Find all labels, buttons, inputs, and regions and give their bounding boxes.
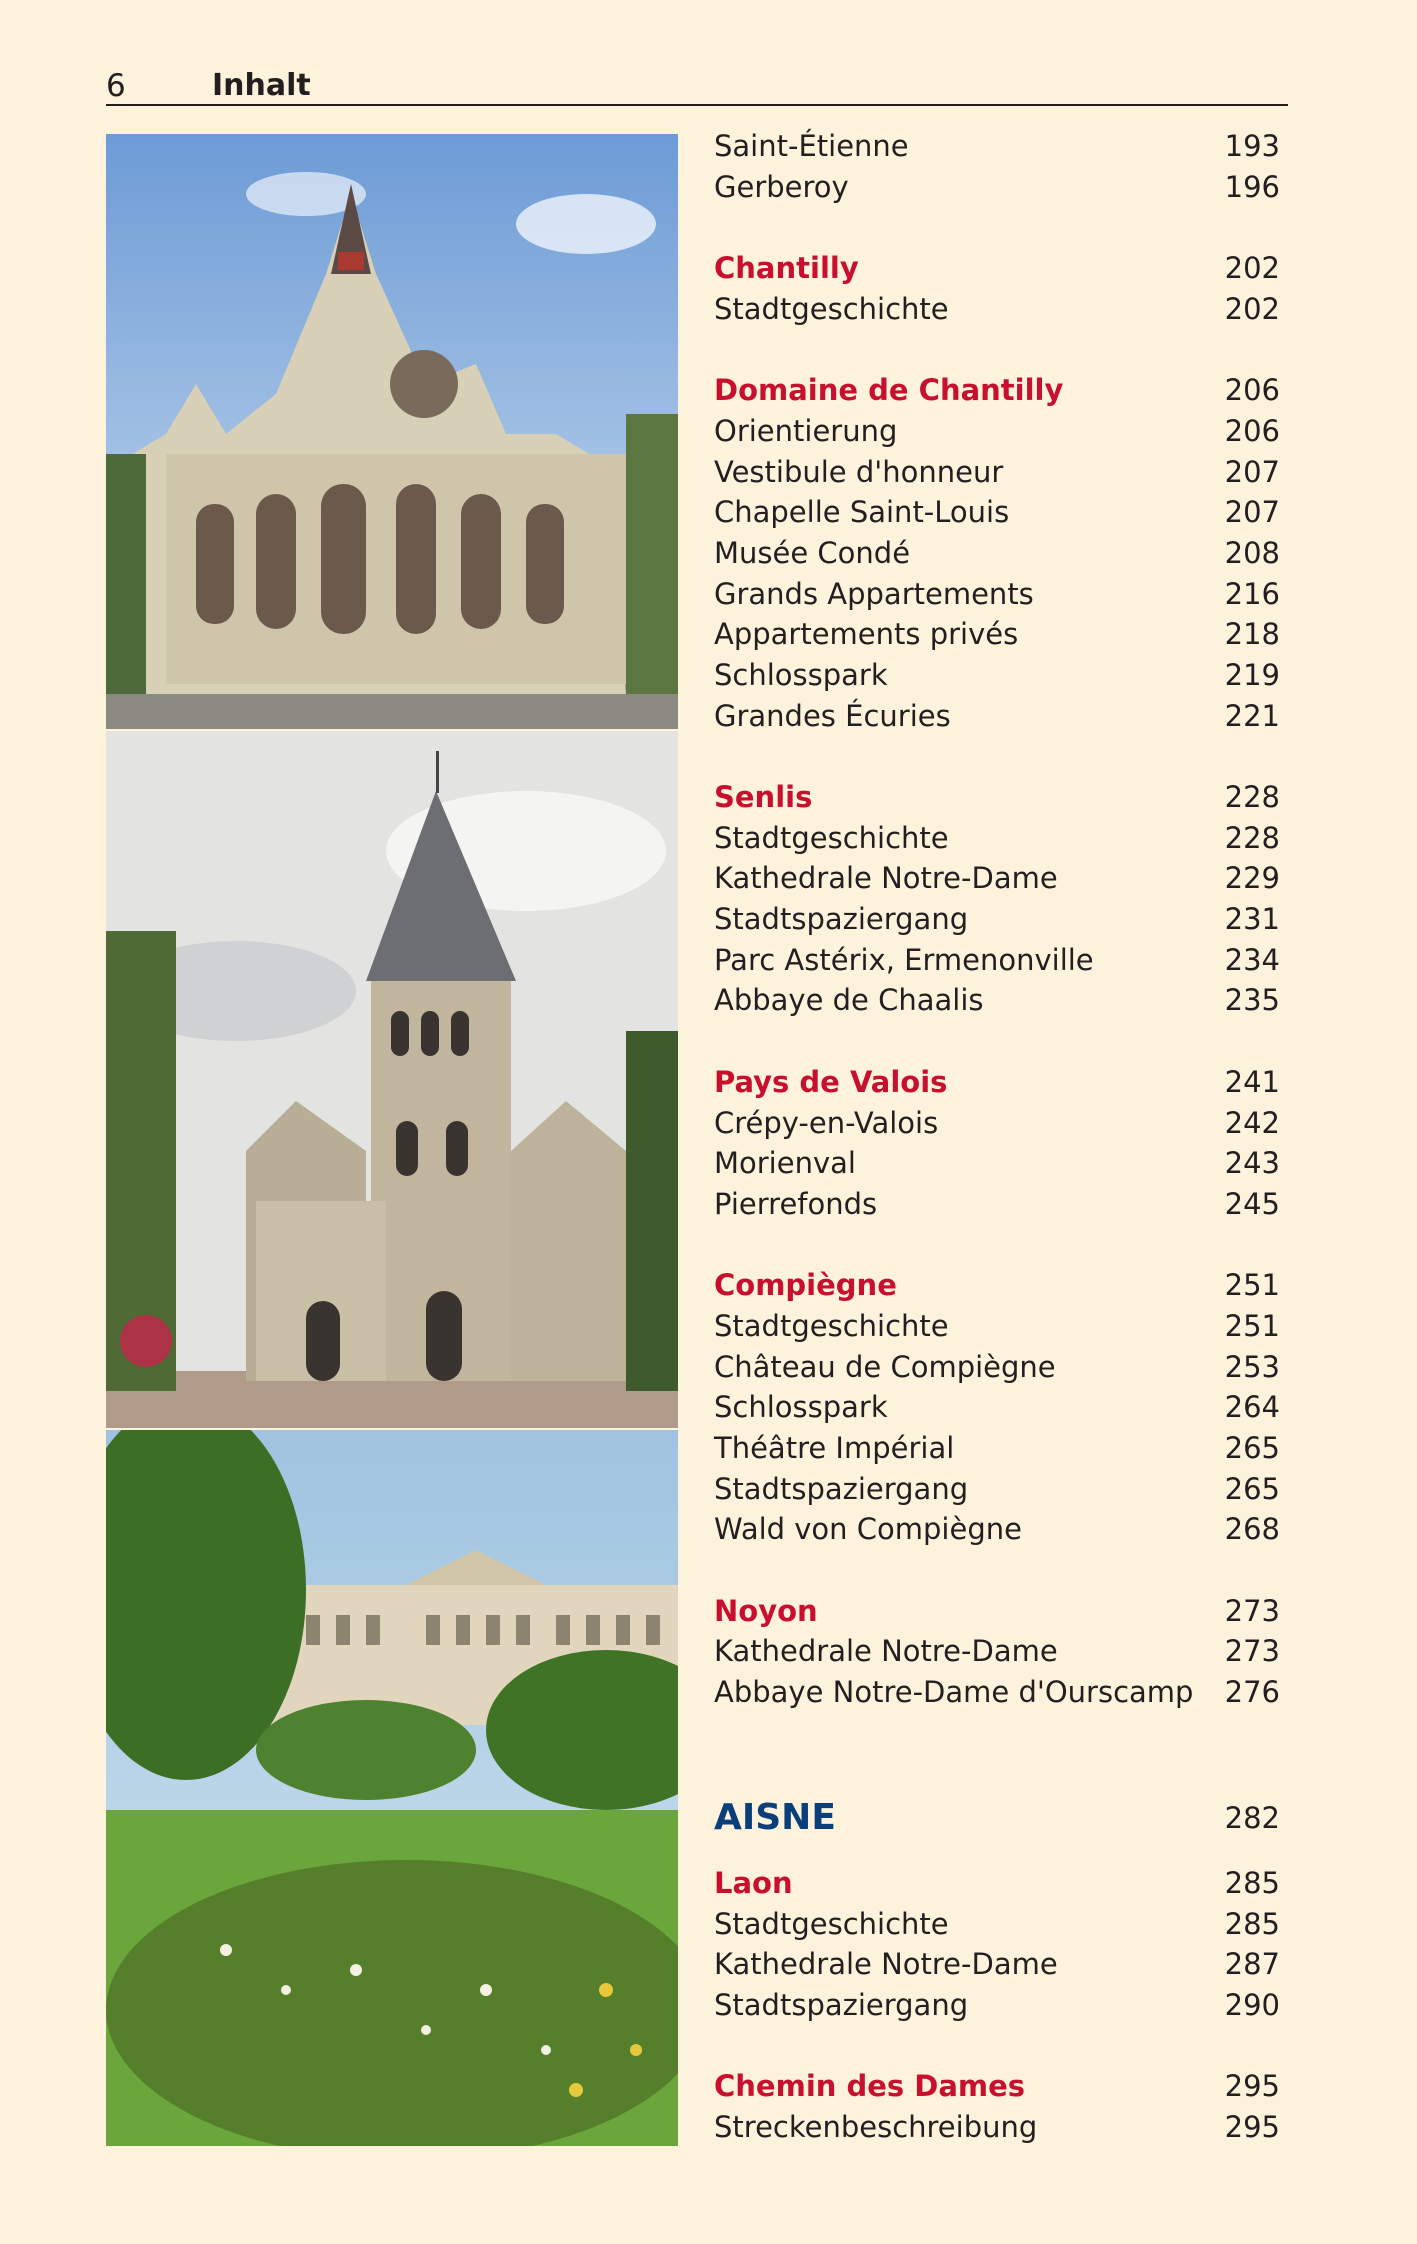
toc-entry-page: 268 (1224, 1512, 1280, 1547)
toc-entry[interactable] (714, 858, 1280, 899)
spacer (714, 736, 1280, 777)
chateau-park-garden-photo (106, 1430, 678, 2146)
toc-entry-page: 285 (1224, 1906, 1280, 1941)
toc-entry-label: Saint-Étienne (714, 129, 909, 163)
toc-entry-label: Domaine de Chantilly (714, 373, 1064, 408)
toc-entry-label: Parc Astérix, Ermenonville (714, 942, 1094, 977)
toc-entry-page: 218 (1224, 617, 1280, 652)
toc-entry-page: 290 (1224, 1987, 1280, 2022)
toc-entry-label: Stadtspaziergang (714, 902, 969, 937)
toc-entry-page: 207 (1224, 495, 1280, 530)
toc-entry-page: 196 (1224, 169, 1280, 204)
toc-entry[interactable] (714, 818, 1280, 859)
toc-entry-page: 235 (1224, 983, 1280, 1018)
toc-entry-label: Théâtre Impérial (714, 1431, 955, 1465)
toc-entry-label: Grands Appartements (714, 576, 1034, 611)
toc-section-heading[interactable] (714, 2066, 1280, 2107)
spacer (714, 329, 1280, 370)
toc-entry[interactable] (714, 1672, 1280, 1713)
toc-entry-label: Chapelle Saint-Louis (714, 495, 1010, 530)
toc-entry-page: 253 (1224, 1349, 1280, 1384)
toc-section-heading[interactable] (714, 370, 1280, 411)
toc-entry-page: 228 (1224, 820, 1280, 855)
spacer (714, 1847, 1280, 1863)
toc-entry-page: 231 (1224, 902, 1280, 937)
toc-section-heading[interactable] (714, 1062, 1280, 1103)
toc-entry-page: 276 (1224, 1675, 1280, 1710)
toc-entry-page: 273 (1224, 1593, 1280, 1628)
toc-entry-label: Gerberoy (714, 169, 849, 204)
toc-entry-label: Compiègne (714, 1268, 897, 1303)
romanesque-abbey-church-photo (106, 731, 678, 1428)
toc-entry-label: Senlis (714, 780, 813, 814)
header-rule (106, 104, 1288, 106)
toc-entry[interactable] (714, 167, 1280, 208)
toc-entry-page: 202 (1224, 291, 1280, 326)
toc-entry-page: 264 (1224, 1390, 1280, 1425)
toc-entry-label: AISNE (714, 1796, 836, 1838)
toc-entry[interactable] (714, 655, 1280, 696)
toc-entry-page: 208 (1224, 535, 1280, 570)
toc-entry[interactable] (714, 289, 1280, 330)
toc-entry-page: 193 (1224, 129, 1280, 163)
toc-section-heading[interactable] (714, 1863, 1280, 1904)
toc-entry-page: 282 (1224, 1800, 1280, 1835)
toc-entry-label: Pays de Valois (714, 1064, 948, 1099)
toc-entry-page: 207 (1224, 454, 1280, 489)
spacer (714, 1713, 1280, 1789)
toc-entry[interactable] (714, 1347, 1280, 1388)
toc-section-heading[interactable] (714, 777, 1280, 818)
toc-entry-page: 242 (1224, 1105, 1280, 1140)
toc-entry[interactable] (714, 1631, 1280, 1672)
toc-entry[interactable] (714, 1428, 1280, 1469)
toc-entry-label: Grandes Écuries (714, 698, 951, 733)
toc-entry-label: Noyon (714, 1593, 818, 1628)
toc-entry-page: 285 (1224, 1865, 1280, 1900)
toc-entry-label: Musée Condé (714, 535, 911, 570)
spacer (714, 1021, 1280, 1062)
toc-entry-label: Streckenbeschreibung (714, 2109, 1038, 2144)
toc-section-heading[interactable] (714, 1591, 1280, 1632)
toc-entry-label: Appartements privés (714, 617, 1019, 652)
toc-entry-label: Stadtspaziergang (714, 1987, 969, 2022)
page-number: 6 (106, 68, 126, 104)
toc-entry-page: 265 (1224, 1471, 1280, 1506)
toc-entry-label: Stadtgeschichte (714, 291, 949, 326)
toc-entry[interactable] (714, 492, 1280, 533)
toc-entry-label: Abbaye de Chaalis (714, 983, 984, 1018)
toc-entry-page: 251 (1224, 1308, 1280, 1343)
toc-entry-page: 241 (1224, 1064, 1280, 1099)
toc-entry[interactable] (714, 1184, 1280, 1225)
toc-entry-label: Kathedrale Notre-Dame (714, 861, 1058, 896)
toc-entry[interactable] (714, 940, 1280, 981)
toc-entry-label: Stadtspaziergang (714, 1471, 969, 1506)
toc-entry-label: Crépy-en-Valois (714, 1105, 939, 1140)
toc-entry-label: Schlosspark (714, 1390, 888, 1425)
toc-entry-page: 273 (1224, 1634, 1280, 1669)
toc-entry-page: 295 (1224, 2069, 1280, 2104)
toc-entry[interactable] (714, 980, 1280, 1021)
toc-entry[interactable] (714, 1509, 1280, 1550)
toc-entry[interactable] (714, 899, 1280, 940)
toc-entry[interactable] (714, 1469, 1280, 1510)
toc-entry-label: Château de Compiègne (714, 1349, 1056, 1384)
toc-entry-page: 243 (1224, 1146, 1280, 1181)
toc-entry-page: 206 (1224, 413, 1280, 448)
toc-entry[interactable] (714, 1103, 1280, 1144)
running-title: Inhalt (212, 68, 311, 103)
toc-entry-page: 245 (1224, 1186, 1280, 1221)
toc-entry-page: 221 (1224, 698, 1280, 733)
toc-entry-page: 216 (1224, 576, 1280, 611)
spacer (714, 207, 1280, 248)
toc-entry-page: 202 (1224, 251, 1280, 286)
toc-entry-page: 295 (1224, 2109, 1280, 2144)
table-of-contents (714, 126, 1280, 2148)
toc-entry[interactable] (714, 574, 1280, 615)
spacer (714, 1550, 1280, 1591)
spacer (714, 2026, 1280, 2067)
toc-entry-page: 251 (1224, 1268, 1280, 1303)
spacer (714, 1225, 1280, 1266)
toc-entry-label: Laon (714, 1865, 793, 1900)
toc-entry-label: Kathedrale Notre-Dame (714, 1947, 1058, 1982)
toc-entry[interactable] (714, 1387, 1280, 1428)
toc-entry[interactable] (714, 1944, 1280, 1985)
toc-entry-label: Kathedrale Notre-Dame (714, 1634, 1058, 1669)
toc-entry-page: 265 (1224, 1431, 1280, 1465)
toc-entry-label: Pierrefonds (714, 1186, 878, 1221)
toc-entry-label: Vestibule d'honneur (714, 454, 1004, 489)
gothic-church-apse-photo (106, 134, 678, 729)
toc-section-heading[interactable] (714, 1265, 1280, 1306)
toc-entry[interactable] (714, 411, 1280, 452)
toc-entry-page: 229 (1224, 861, 1280, 896)
toc-entry[interactable] (714, 696, 1280, 737)
toc-entry-label: Orientierung (714, 413, 898, 448)
toc-entry-label: Morienval (714, 1146, 856, 1181)
toc-entry[interactable] (714, 452, 1280, 493)
toc-entry-label: Wald von Compiègne (714, 1512, 1022, 1547)
toc-entry[interactable] (714, 1985, 1280, 2026)
toc-entry-label: Stadtgeschichte (714, 1308, 949, 1343)
toc-entry-page: 287 (1224, 1947, 1280, 1982)
toc-entry-label: Chantilly (714, 251, 859, 286)
toc-entry-label: Schlosspark (714, 657, 888, 692)
toc-entry-page: 206 (1224, 373, 1280, 408)
toc-entry[interactable] (714, 533, 1280, 574)
toc-entry[interactable] (714, 1143, 1280, 1184)
toc-section-heading[interactable] (714, 248, 1280, 289)
toc-entry-label: Chemin des Dames (714, 2069, 1026, 2104)
toc-entry[interactable] (714, 1904, 1280, 1945)
toc-entry[interactable] (714, 614, 1280, 655)
toc-entry-page: 234 (1224, 942, 1280, 977)
toc-entry-label: Stadtgeschichte (714, 820, 949, 855)
toc-entry[interactable] (714, 1306, 1280, 1347)
toc-entry-page: 219 (1224, 657, 1280, 692)
toc-region-heading[interactable] (714, 1789, 1280, 1847)
toc-entry-label: Stadtgeschichte (714, 1906, 949, 1941)
toc-entry-label: Abbaye Notre-Dame d'Ourscamp (714, 1675, 1194, 1710)
toc-entry[interactable] (714, 2107, 1280, 2148)
toc-entry[interactable] (714, 126, 1280, 167)
toc-entry-page: 228 (1224, 780, 1280, 814)
